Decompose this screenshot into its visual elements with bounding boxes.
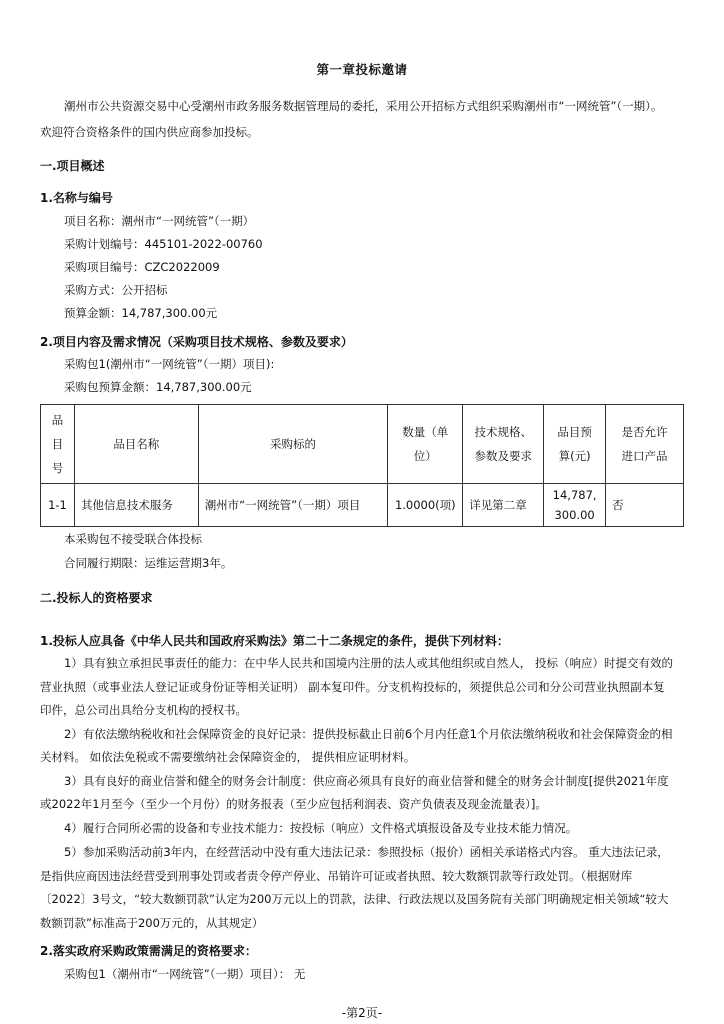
header-item-name: 品目名称 [74, 405, 198, 484]
policy-requirement-line: 采购包1（潮州市“一网统管”（一期）项目）： 无 [64, 967, 306, 981]
cell-quantity: 1.0000(项) [388, 484, 463, 527]
project-number: 采购项目编号：CZC2022009 [64, 260, 220, 274]
page-number: -第2页- [341, 1006, 383, 1020]
req-2-line-2: 关材料。 如依法免税或不需要缴纳社会保障资金的， 提供相应证明材料。 [40, 750, 416, 764]
section-1-heading: 一.项目概述 [40, 159, 105, 173]
cell-spec: 详见第二章 [463, 484, 544, 527]
package-budget: 采购包预算金额：14,787,300.00元 [64, 380, 252, 394]
procurement-method: 采购方式：公开招标 [64, 283, 168, 297]
cell-target: 潮州市“一网统管”（一期）项目 [198, 484, 388, 527]
package-line: 采购包1(潮州市“一网统管”（一期）项目): [64, 357, 275, 371]
req-3-line-2: 或2022年1月至今（至少一个月份）的财务报表（至少应包括利润表、资产负债表及现金流量表）]。 [40, 797, 547, 811]
req-1-line-3: 印件，总公司出具给分支机构的授权书。 [40, 703, 247, 717]
req-2-line-1: 2）有依法缴纳税收和社会保障资金的良好记录：提供投标截止日前6个月内任意1个月依法缴纳税收和社会保障资金的相 [64, 727, 673, 741]
req-4-line-1: 4）履行合同所必需的设备和专业技术能力：按投标（响应）文件格式填报设备及专业技术能力情况。 [64, 821, 578, 835]
intro-line-1: 潮州市公共资源交易中心受潮州市政务服务数据管理局的委托，采用公开招标方式组织采购潮州市“一网统管”（一期）。 [64, 99, 663, 113]
subsection-2-1-heading: 1.投标人应具备《中华人民共和国政府采购法》第二十二条规定的条件，提供下列材料： [40, 634, 509, 648]
budget-amount: 预算金额：14,787,300.00元 [64, 306, 218, 320]
subsection-2-2-heading: 2.落实政府采购政策需满足的资格要求： [40, 944, 257, 958]
header-import: 是否允许 进口产品 [606, 405, 684, 484]
req-5-line-4: 数额罚款”标准高于200万元的，从其规定） [40, 916, 264, 930]
cell-item-name: 其他信息技术服务 [74, 484, 198, 527]
page-title: 第一章投标邀请 [316, 62, 408, 77]
header-quantity: 数量（单 位） [388, 405, 463, 484]
contract-term: 合同履行期限：运维运营期3年。 [64, 556, 233, 570]
req-1-line-2: 营业执照（或事业法人登记证或身份证等相关证明） 副本复印件。分支机构投标的，须提供总公司和分公司营业执照副本复 [40, 680, 665, 694]
cell-import: 否 [606, 484, 684, 527]
table-header-row [41, 405, 684, 484]
header-budget: 品目预 算(元) [544, 405, 606, 484]
req-1-line-1: 1）具有独立承担民事责任的能力：在中华人民共和国境内注册的法人或其他组织或自然人， 投标（响应）时提交有效的 [64, 656, 673, 670]
procurement-table [40, 404, 684, 527]
cell-item-no: 1-1 [41, 484, 75, 527]
header-spec: 技术规格、 参数及要求 [463, 405, 544, 484]
subsection-1-2-heading: 2.项目内容及需求情况（采购项目技术规格、参数及要求） [40, 335, 353, 349]
section-2-heading: 二.投标人的资格要求 [40, 591, 153, 605]
req-5-line-3: 〔2022〕3号文，“较大数额罚款”认定为200万元以上的罚款，法律、行政法规以及国务院有关部门明确规定相关领域“较大 [40, 892, 669, 906]
header-target: 采购标的 [198, 405, 388, 484]
req-3-line-1: 3）具有良好的商业信誉和健全的财务会计制度：供应商必须具有良好的商业信誉和健全的财务会计制度[提供2021年度 [64, 774, 669, 788]
req-5-line-1: 5）参加采购活动前3年内，在经营活动中没有重大违法记录：参照投标（报价）函相关承诺格式内容。 重大违法记录， [64, 845, 669, 859]
project-name: 项目名称：潮州市“一网统管”（一期） [64, 214, 255, 228]
intro-line-2: 欢迎符合资格条件的国内供应商参加投标。 [40, 125, 259, 139]
no-consortium-note: 本采购包不接受联合体投标 [64, 532, 202, 546]
subsection-1-1-heading: 1.名称与编号 [40, 191, 113, 205]
header-item-no: 品 目 号 [41, 405, 75, 484]
plan-number: 采购计划编号：445101-2022-00760 [64, 237, 263, 251]
table-row [41, 484, 684, 527]
cell-budget: 14,787, 300.00 [544, 484, 606, 527]
req-5-line-2: 是指供应商因违法经营受到刑事处罚或者责令停产停业、吊销许可证或者执照、较大数额罚款等行政处罚。（根据财库 [40, 869, 633, 883]
